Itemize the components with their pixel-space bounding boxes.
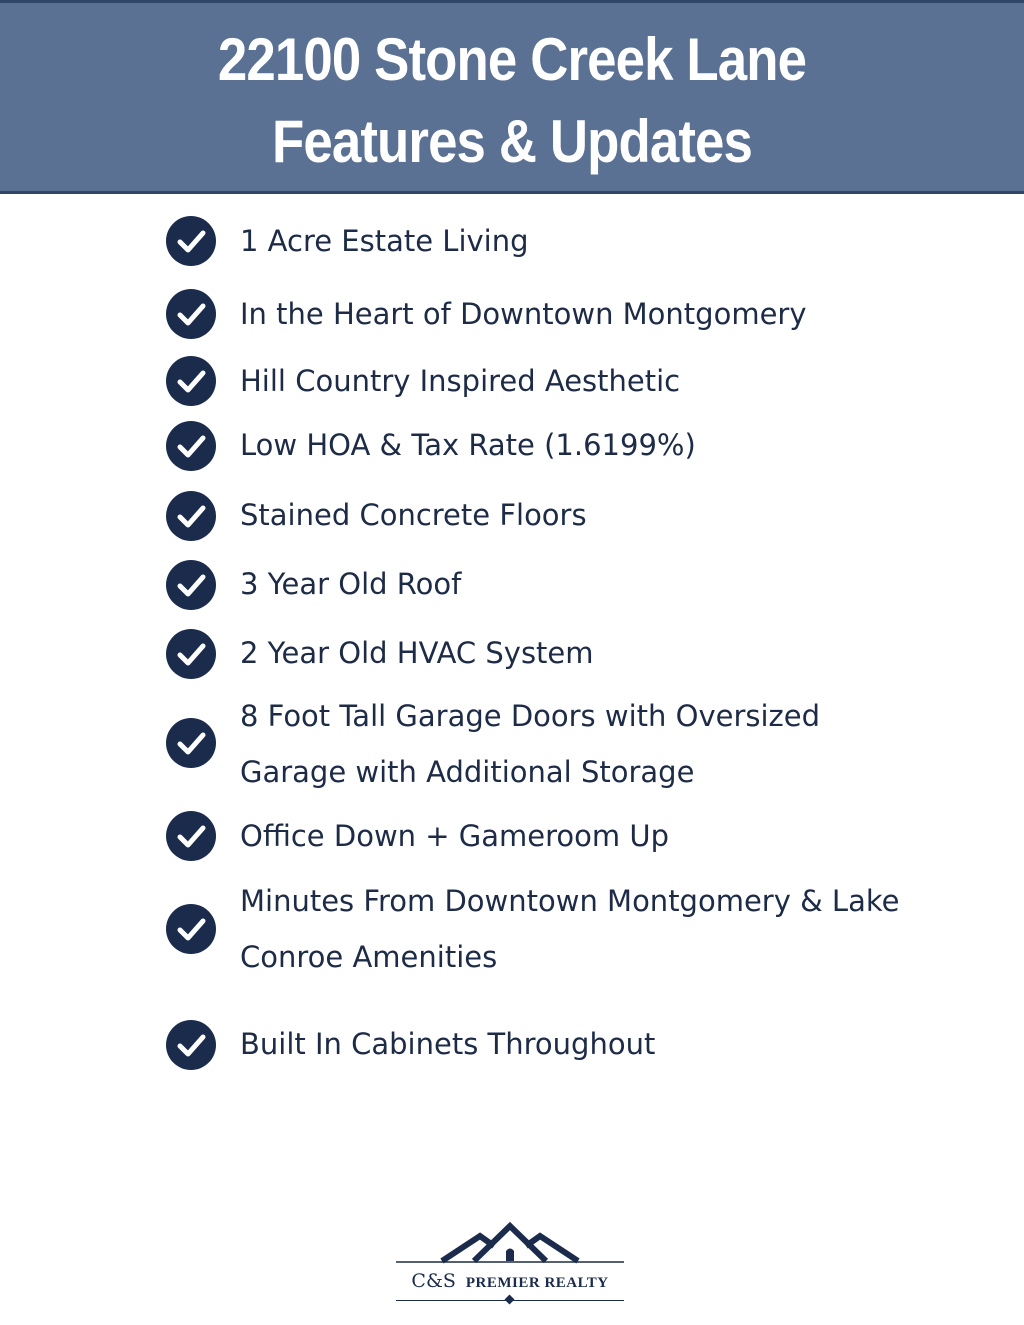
check-circle-icon — [166, 718, 216, 768]
feature-text-line-1: Minutes From Downtown Montgomery & Lake — [240, 884, 900, 918]
feature-text: 2 Year Old HVAC System — [240, 636, 594, 670]
feature-text: Office Down + Gameroom Up — [240, 819, 669, 853]
check-circle-icon — [166, 491, 216, 541]
check-circle-icon — [166, 629, 216, 679]
feature-text-line-2: Conroe Amenities — [240, 940, 498, 974]
check-circle-icon — [166, 289, 216, 339]
feature-text-line-2: Garage with Additional Storage — [240, 755, 695, 789]
title-banner — [0, 0, 1024, 194]
check-circle-icon — [166, 421, 216, 471]
feature-text: Hill Country Inspired Aesthetic — [240, 364, 681, 398]
feature-text: Stained Concrete Floors — [240, 498, 587, 532]
logo-company-name: PREMIER REALTY — [465, 1275, 609, 1291]
check-circle-icon — [166, 216, 216, 266]
company-logo — [396, 1218, 624, 1306]
page-title: 22100 Stone Creek Lane — [217, 26, 807, 93]
feature-text-line-1: 8 Foot Tall Garage Doors with Oversized — [240, 699, 821, 733]
check-circle-icon — [166, 356, 216, 406]
diamond-icon — [505, 1295, 515, 1305]
page-subtitle: Features & Updates — [271, 108, 753, 175]
check-circle-icon — [166, 904, 216, 954]
feature-text: In the Heart of Downtown Montgomery — [240, 297, 807, 331]
logo-monogram: C&S — [411, 1270, 456, 1292]
feature-text: 1 Acre Estate Living — [240, 224, 529, 258]
check-circle-icon — [166, 1020, 216, 1070]
feature-text: Built In Cabinets Throughout — [240, 1027, 656, 1061]
check-circle-icon — [166, 811, 216, 861]
house-roof-icon — [396, 1218, 624, 1266]
feature-text: Low HOA & Tax Rate (1.6199%) — [240, 428, 696, 462]
check-circle-icon — [166, 560, 216, 610]
feature-text: 3 Year Old Roof — [240, 567, 462, 601]
